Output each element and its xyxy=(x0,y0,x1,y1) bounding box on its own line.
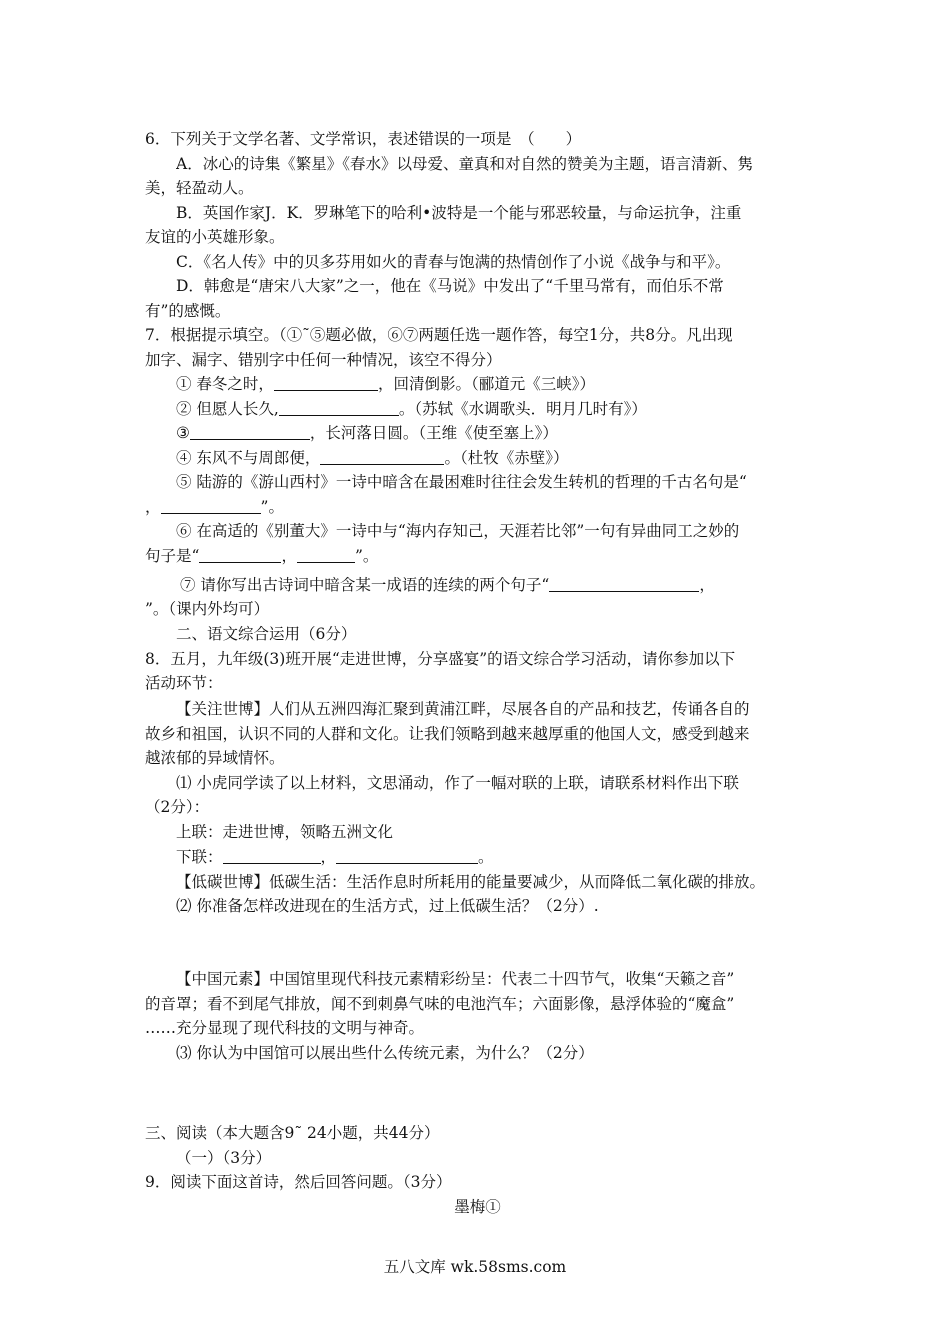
q7-stem-line2: 加字、漏字、错别字中任何一种情况，该空不得分） xyxy=(145,351,502,369)
q8-sub-1-line2: （2分）： xyxy=(145,798,210,816)
q7-item-2-before: ② 但愿人长久, xyxy=(176,400,279,418)
q7-item-6-line1: ⑥ 在高适的《别董大》一诗中与“海内存知己，天涯若比邻”一句有异曲同工之妙的 xyxy=(176,522,740,540)
q7-item-1 xyxy=(176,372,810,396)
q8-sub-2: ⑵ 你准备怎样改进现在的生活方式，过上低碳生活？（2分）. xyxy=(176,897,599,915)
q7-stem-line1: 7．根据提示填空。（①˜⑤题必做，⑥⑦两题任选一题作答，每空1分，共8分。凡出现 xyxy=(145,326,733,344)
q7-item-3-after: ，长河落日圆。（王维《使至塞上》） xyxy=(309,424,558,442)
q7-item-2 xyxy=(176,397,810,421)
q6-option-a-line1: A．冰心的诗集《繁星》《春水》以母爱、童真和对自然的赞美为主题，语言清新、隽 xyxy=(176,155,753,173)
q8-para-1-line2: 故乡和祖国，认识不同的人群和文化。让我们领略到越来越厚重的他国人文，感受到越来 xyxy=(145,725,750,743)
q8-para-1-line1: 【关注世博】人们从五洲四海汇聚到黄浦江畔，尽展各自的产品和技艺，传诵各自的 xyxy=(176,700,750,718)
q7-item-7-line2: ”。（课内外均可） xyxy=(145,600,270,618)
section-2-title: 二、语文综合运用（6分） xyxy=(176,625,357,643)
q7-item-6-blank-1[interactable] xyxy=(199,546,281,563)
q7-item-7-line1 xyxy=(180,573,810,597)
q8-stem-line2: 活动环节： xyxy=(145,674,223,692)
q7-item-4-blank[interactable] xyxy=(320,448,444,465)
q6-option-b-line2: 友谊的小英雄形象。 xyxy=(145,228,285,246)
q7-item-2-blank[interactable] xyxy=(279,399,399,416)
q7-item-5-line2 xyxy=(145,495,810,519)
q6-option-b-line1: B．英国作家J．K．罗琳笔下的哈利•波特是一个能与邪恶较量，与命运抗争，注重 xyxy=(176,204,742,222)
q8-lower-blank-1[interactable] xyxy=(223,847,321,864)
q7-item-3-before: ③ xyxy=(176,424,190,442)
q7-item-6-blank-2[interactable] xyxy=(297,546,355,563)
q8-lower-sep: ， xyxy=(320,848,337,866)
q9-stem: 9．阅读下面这首诗，然后回答问题。（3分） xyxy=(145,1173,452,1191)
q8-para-2: 【低碳世博】低碳生活：生活作息时所耗用的能量要减少，从而降低二氧化碳的排放。 xyxy=(176,873,766,891)
q6-stem: 6．下列关于文学名著、文学常识，表述错误的一项是 （ ） xyxy=(145,130,582,148)
q8-lower-blank-2[interactable] xyxy=(336,847,478,864)
q7-item-5-end: ”。 xyxy=(260,498,284,516)
q7-item-6-line2 xyxy=(145,544,810,568)
q6-option-d-line2: 有”的感慨。 xyxy=(145,302,231,320)
q7-item-1-blank[interactable] xyxy=(274,374,378,391)
q8-para-3-line3: ……充分显现了现代科技的文明与神奇。 xyxy=(145,1019,425,1037)
q7-item-5-line1: ⑤ 陆游的《游山西村》一诗中暗含在最困难时往往会发生转机的哲理的千古名句是“ xyxy=(176,473,747,491)
q8-upper-couplet: 上联：走进世博，领略五洲文化 xyxy=(176,823,394,841)
q8-lower-couplet xyxy=(176,845,810,869)
q6-option-a-line2: 美，轻盈动人。 xyxy=(145,179,254,197)
q8-sub-1-line1: ⑴ 小虎同学读了以上材料，文思涌动，作了一幅对联的上联，请联系材料作出下联 xyxy=(176,774,739,792)
q8-stem-line1: 8．五月，九年级(3)班开展“走进世博，分享盛宴”的语文综合学习活动，请你参加以下 xyxy=(145,650,736,668)
q8-sub-3: ⑶ 你认为中国馆可以展出些什么传统元素，为什么？（2分） xyxy=(176,1044,594,1062)
q7-item-7-sep: ， xyxy=(699,576,715,594)
q8-para-3-line2: 的音罩；看不到尾气排放，闻不到刺鼻气味的电池汽车；六面影像，悬浮体验的“魔盒” xyxy=(145,995,735,1013)
q7-item-4 xyxy=(176,446,810,470)
section-3-sub: （一）（3分） xyxy=(176,1149,272,1167)
q7-item-5-blank[interactable] xyxy=(161,497,261,514)
q7-item-6-sep: ， xyxy=(281,547,297,565)
q7-item-2-after: 。（苏轼《水调歌头．明月几时有》） xyxy=(398,400,647,418)
q6-option-d-line1: D．韩愈是“唐宋八大家”之一，他在《马说》中发出了“千里马常有，而伯乐不常 xyxy=(176,277,724,295)
q8-para-3-line1: 【中国元素】中国馆里现代科技元素精彩纷呈：代表二十四节气，收集“天籁之音” xyxy=(176,970,735,988)
q7-item-4-after: 。（杜牧《赤壁》） xyxy=(444,449,569,467)
poem-title: 墨梅① xyxy=(454,1198,501,1216)
q7-item-4-before: ④ 东风不与周郎便， xyxy=(176,449,321,467)
q6-option-c: C．《名人传》中的贝多芬用如火的青春与饱满的热情创作了小说《战争与和平》。 xyxy=(176,253,731,271)
q7-item-7-before: ⑦ 请你写出古诗词中暗含某一成语的连续的两个句子“ xyxy=(180,576,550,594)
q8-lower-label: 下联： xyxy=(176,848,223,866)
q7-item-6-lead: 句子是“ xyxy=(145,547,200,565)
q7-item-7-blank[interactable] xyxy=(549,575,699,592)
q7-item-3-blank[interactable] xyxy=(190,423,310,440)
q7-item-3 xyxy=(176,421,810,445)
q7-item-1-after: ，回清倒影。（郦道元《三峡》） xyxy=(377,375,595,393)
page-footer: 五八文库 wk.58sms.com xyxy=(383,1258,567,1276)
q7-item-1-before: ① 春冬之时， xyxy=(176,375,274,393)
section-3-title: 三、阅读（本大题含9˜ 24小题，共44分） xyxy=(145,1124,440,1142)
q7-item-5-comma: ， xyxy=(145,498,161,516)
q8-para-1-line3: 越浓郁的异域情怀。 xyxy=(145,749,285,767)
q7-item-6-end: ”。 xyxy=(354,547,379,565)
q8-lower-end: 。 xyxy=(478,848,494,866)
